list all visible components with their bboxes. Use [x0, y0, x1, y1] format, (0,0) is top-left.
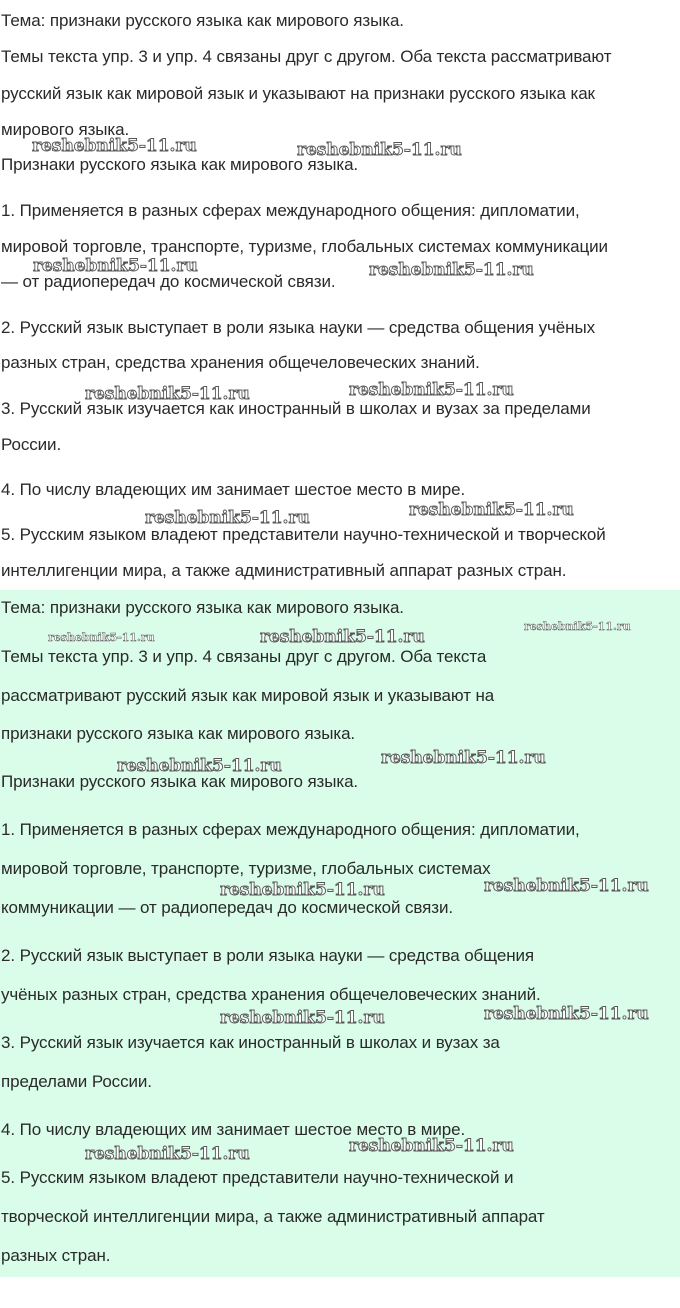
watermark: reshebnik5-11.ru: [220, 880, 385, 900]
watermark: reshebnik5-11.ru: [524, 620, 631, 633]
watermark: reshebnik5-11.ru: [260, 627, 425, 647]
text-line: учёных разных стран, средства хранения общечеловеческих знаний.: [1, 985, 541, 1004]
watermark: reshebnik5-11.ru: [297, 140, 462, 160]
text-line: русский язык как мировой язык и указывают на признаки русского языка как: [1, 84, 595, 103]
text-line: — от радиопередач до космической связи.: [1, 272, 336, 291]
text-line: коммуникации — от радиопередач до космической связи.: [1, 898, 453, 917]
text-line: мирового языка.: [1, 120, 130, 139]
text-line: Признаки русского языка как мирового языка.: [1, 772, 359, 791]
text-line: Признаки русского языка как мирового языка.: [1, 155, 359, 174]
text-line: 1. Применяется в разных сферах международного общения: дипломатии,: [1, 201, 580, 220]
text-line: мировой торговле, транспорте, туризме, глобальных системах: [1, 859, 491, 878]
watermark: reshebnik5-11.ru: [48, 631, 155, 644]
text-line: 1. Применяется в разных сферах международного общения: дипломатии,: [1, 820, 580, 839]
watermark: reshebnik5-11.ru: [349, 380, 514, 400]
watermark: reshebnik5-11.ru: [349, 1136, 514, 1156]
text-line: рассматривают русский язык как мировой язык и указывают на: [1, 686, 495, 705]
text-line: пределами России.: [1, 1072, 152, 1091]
watermark: reshebnik5-11.ru: [409, 500, 574, 520]
text-line: разных стран.: [1, 1246, 111, 1265]
watermark: reshebnik5-11.ru: [145, 508, 310, 528]
text-line: 4. По числу владеющих им занимает шестое место в мире.: [1, 1120, 466, 1139]
watermark: reshebnik5-11.ru: [220, 1008, 385, 1028]
text-line: Тема: признаки русского языка как мирового языка.: [1, 11, 404, 30]
text-line: России.: [1, 435, 62, 454]
watermark: reshebnik5-11.ru: [381, 748, 546, 768]
text-line: 5. Русским языком владеют представители научно-технической и творческой: [1, 525, 606, 544]
text-line: признаки русского языка как мирового языка.: [1, 724, 356, 743]
text-line: творческой интеллигенции мира, а также административный аппарат: [1, 1207, 545, 1226]
watermark: reshebnik5-11.ru: [484, 1004, 649, 1024]
watermark: reshebnik5-11.ru: [33, 256, 198, 276]
watermark: reshebnik5-11.ru: [369, 260, 534, 280]
watermark: reshebnik5-11.ru: [117, 756, 282, 776]
text-line: 3. Русский язык изучается как иностранный в школах и вузах за пределами: [1, 399, 591, 418]
text-line: 3. Русский язык изучается как иностранный в школах и вузах за: [1, 1033, 500, 1052]
text-line: Темы текста упр. 3 и упр. 4 связаны друг с другом. Оба текста рассматривают: [1, 47, 612, 66]
answer-block-plain: [0, 0, 680, 590]
answer-block-highlighted: [0, 590, 680, 1277]
text-line: 2. Русский язык выступает в роли языка науки — средства общения учёных: [1, 318, 595, 337]
watermark: reshebnik5-11.ru: [85, 1144, 250, 1164]
text-line: мировой торговле, транспорте, туризме, глобальных системах коммуникации: [1, 237, 608, 256]
text-line: 5. Русским языком владеют представители научно-технической и: [1, 1168, 514, 1187]
text-line: Тема: признаки русского языка как мирового языка.: [1, 598, 404, 617]
watermark: reshebnik5-11.ru: [484, 876, 649, 896]
watermark: reshebnik5-11.ru: [32, 136, 197, 156]
text-line: интеллигенции мира, а также административный аппарат разных стран.: [1, 561, 567, 580]
watermark: reshebnik5-11.ru: [85, 384, 250, 404]
text-line: 4. По числу владеющих им занимает шестое место в мире.: [1, 480, 466, 499]
text-line: Темы текста упр. 3 и упр. 4 связаны друг с другом. Оба текста: [1, 647, 487, 666]
text-line: 2. Русский язык выступает в роли языка науки — средства общения: [1, 946, 535, 965]
text-line: разных стран, средства хранения общечеловеческих знаний.: [1, 353, 480, 372]
